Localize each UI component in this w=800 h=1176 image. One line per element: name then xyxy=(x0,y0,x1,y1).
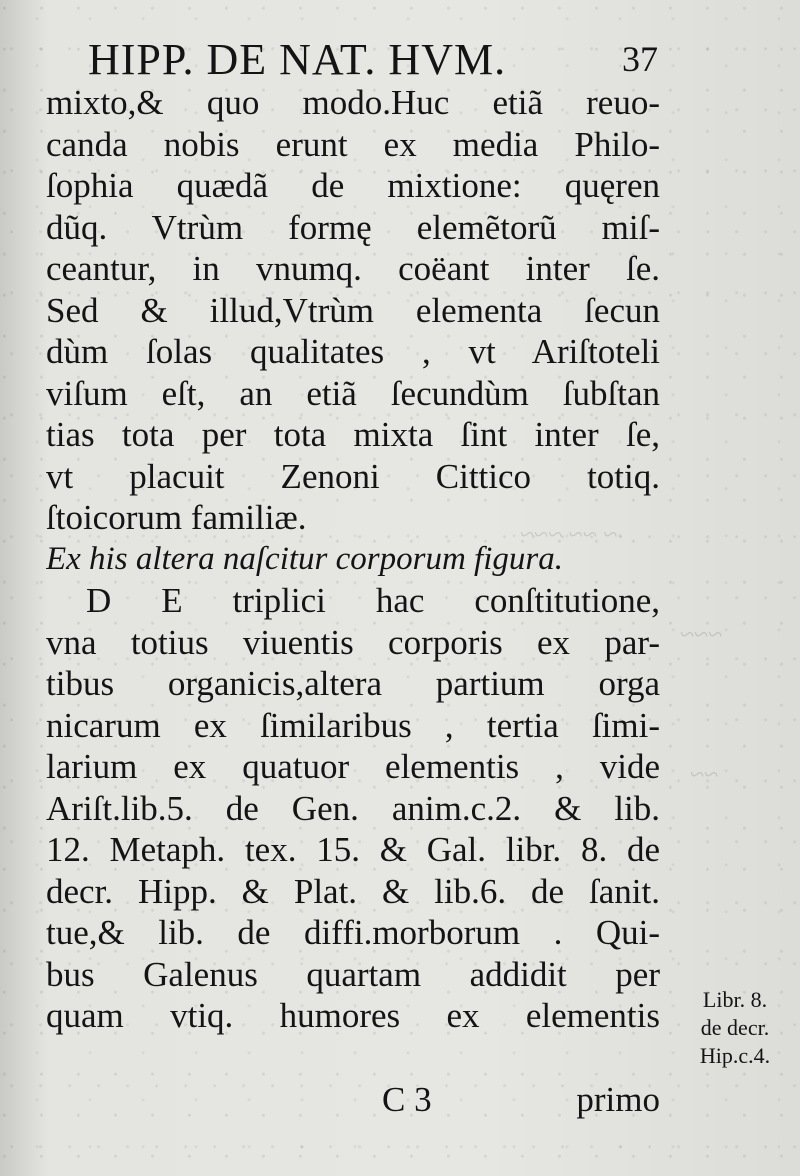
text-line: ceantur, in vnumq. coëant inter ſe. xyxy=(46,249,660,288)
catchword: primo xyxy=(576,1080,660,1119)
text-line: mixto,& quo modo.Huc etiã reuo- xyxy=(46,83,660,122)
running-title: HIPP. DE NAT. HVM. xyxy=(88,35,507,84)
text-line: dùm ſolas qualitates , vt Ariſtoteli xyxy=(46,332,660,371)
section-heading: Ex his altera naſcitur corporum figura. xyxy=(46,540,563,577)
show-through-ink: ~~~ xyxy=(680,620,723,649)
text-line: vna totius viuentis corporis ex par- xyxy=(46,622,660,662)
text-line: viſum eſt, an etiã ſecundùm ſubſtan xyxy=(46,373,660,413)
show-through-ink: ~ ~~ ~~~ xyxy=(520,520,618,549)
marginal-note-line: de decr. xyxy=(700,1015,770,1040)
text-line: larium ex quatuor elementis , vide xyxy=(46,747,660,786)
marginal-note xyxy=(676,986,794,1070)
text-line: nicarum ex ſimilaribus , tertia ſimi- xyxy=(46,705,660,745)
text-line: D E triplici hac conſtitutione, xyxy=(86,581,660,620)
marginal-note-line: Hip.c.4. xyxy=(699,1043,771,1068)
text-line: ſtoicorum familiæ. xyxy=(46,498,307,537)
page-header xyxy=(88,34,658,84)
text-line: Sed & illud,Vtrùm elementa ſecun xyxy=(46,290,660,330)
text-line: dũq. Vtrùm formę elemẽtorũ miſ- xyxy=(46,207,660,247)
marginal-note-line: Libr. 8. xyxy=(702,987,768,1012)
show-through-ink: ~~ xyxy=(690,760,719,789)
text-line: tue,& lib. de diffi.morborum . Qui- xyxy=(46,913,660,952)
main-text-block xyxy=(46,82,660,1037)
text-line: tibus organicis,altera partium orga xyxy=(46,664,660,703)
text-line: tias tota per tota mixta ſint inter ſe, xyxy=(46,415,660,454)
page-number: 37 xyxy=(622,39,658,79)
text-line: bus Galenus quartam addidit per xyxy=(46,954,660,994)
text-line: Ariſt.lib.5. de Gen. anim.c.2. & lib. xyxy=(46,788,660,828)
signature-mark: C 3 xyxy=(382,1080,432,1119)
text-line: vt placuit Zenoni Cittico totiq. xyxy=(46,456,660,496)
text-line: quam vtiq. humores ex elementis xyxy=(46,996,660,1035)
text-line: 12. Metaph. tex. 15. & Gal. libr. 8. de xyxy=(46,830,660,869)
page-footer xyxy=(46,1080,660,1122)
text-line: ſophia quædã de mixtione: quęren xyxy=(46,166,660,205)
text-line: canda nobis erunt ex media Philo- xyxy=(46,124,660,164)
text-line: decr. Hipp. & Plat. & lib.6. de ſanit. xyxy=(46,871,660,911)
